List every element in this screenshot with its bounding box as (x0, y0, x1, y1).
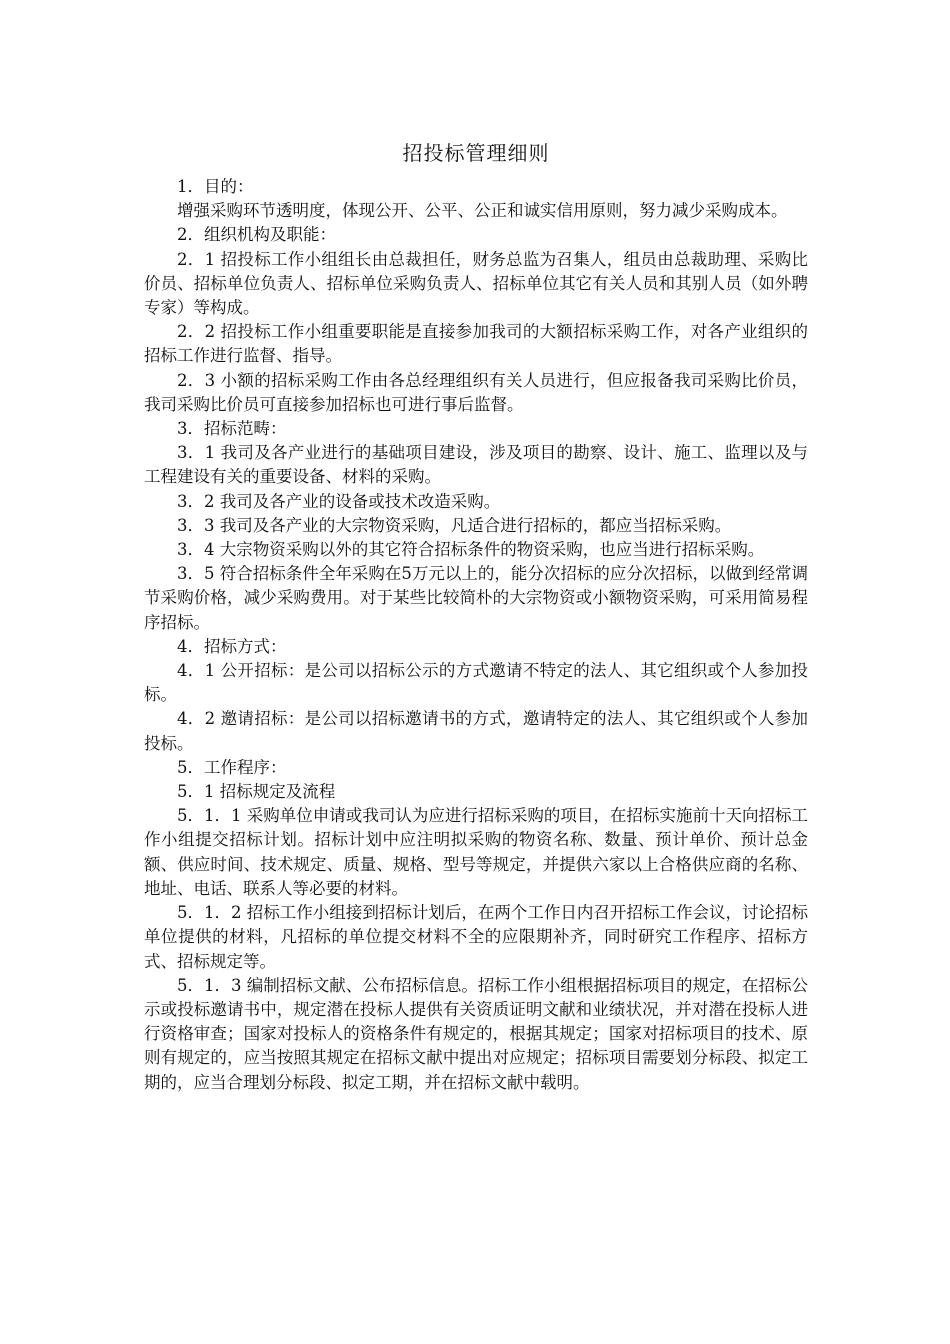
paragraph-18: 5．1．1 采购单位申请或我司认为应进行招标采购的项目，在招标实施前十天向招标工作小组提交招标计划。招标计划中应注明拟采购的物资名称、数量、预计单价、预计总金额、供应时间、技术规定、质量、规格、型号等规定，并提供六家以上合格供应商的名称、地址、电话、联系人等必要的材料。 (144, 806, 808, 898)
paragraph-3: 2．组织机构及职能： (177, 225, 336, 245)
document-page (144, 133, 808, 1095)
paragraph-20: 5．1．3 编制招标文献、公布招标信息。招标工作小组根据招标项目的规定，在招标公示或投标邀请书中，规定潜在投标人提供有关资质证明文献和业绩状况，并对潜在投标人进行资格审查；国家对投标人的资格条件有规定的，根据其规定；国家对招标项目的技术、原则有规定的，应当按照其规定在招标文献中提出对应规定；招标项目需要划分标段、拟定工期的，应当合理划分标段、拟定工期，并在招标文献中载明。 (144, 975, 808, 1092)
document-title: 招投标管理细则 (402, 141, 550, 165)
paragraph-10: 3．3 我司及各产业的大宗物资采购，凡适合进行招标的，都应当招标采购。 (177, 515, 732, 535)
paragraph-9: 3．2 我司及各产业的设备或技术改造采购。 (177, 491, 501, 511)
paragraph-16: 5．工作程序： (177, 757, 287, 777)
paragraph-17: 5．1 招标规定及流程 (177, 782, 336, 802)
paragraph-7: 3．招标范畴： (177, 419, 287, 439)
paragraph-5: 2．2 招投标工作小组重要职能是直接参加我司的大额招标采购工作，对各产业组织的招标工作进行监督、指导。 (144, 322, 808, 366)
paragraph-12: 3．5 符合招标条件全年采购在5万元以上的，能分次招标的应分次招标，以做到经常调节采购价格，减少采购费用。对于某些比较简朴的大宗物资或小额物资采购，可采用简易程序招标。 (144, 564, 808, 632)
paragraph-8: 3．1 我司及各产业进行的基础项目建设，涉及项目的勘察、设计、施工、监理以及与工程建设有关的重要设备、材料的采购。 (144, 443, 808, 487)
paragraph-1: 1．目的： (177, 177, 254, 196)
paragraph-2: 增强采购环节透明度，体现公开、公平、公正和诚实信用原则，努力减少采购成本。 (177, 201, 788, 221)
paragraph-4: 2．1 招投标工作小组组长由总裁担任，财务总监为召集人，组员由总裁助理、采购比价员、招标单位负责人、招标单位采购负责人、招标单位其它有关人员和其别人员（如外聘专家）等构成。 (144, 249, 808, 318)
paragraph-14: 4．1 公开招标：是公司以招标公示的方式邀请不特定的法人、其它组织或个人参加投标。 (144, 661, 808, 705)
paragraph-19: 5．1．2 招标工作小组接到招标计划后，在两个工作日内召开招标工作会议，讨论招标单位提供的材料，凡招标的单位提交材料不全的应限期补齐，同时研究工作程序、招标方式、招标规定等。 (144, 903, 808, 971)
paragraph-15: 4．2 邀请招标：是公司以招标邀请书的方式，邀请特定的法人、其它组织或个人参加投标。 (144, 709, 808, 753)
paragraph-6: 2．3 小额的招标采购工作由各总经理组织有关人员进行，但应报备我司采购比价员，我司采购比价员可直接参加招标也可进行事后监督。 (144, 370, 808, 414)
paragraph-11: 3．4 大宗物资采购以外的其它符合招标条件的物资采购，也应当进行招标采购。 (177, 540, 765, 560)
paragraph-13: 4．招标方式： (177, 636, 287, 656)
